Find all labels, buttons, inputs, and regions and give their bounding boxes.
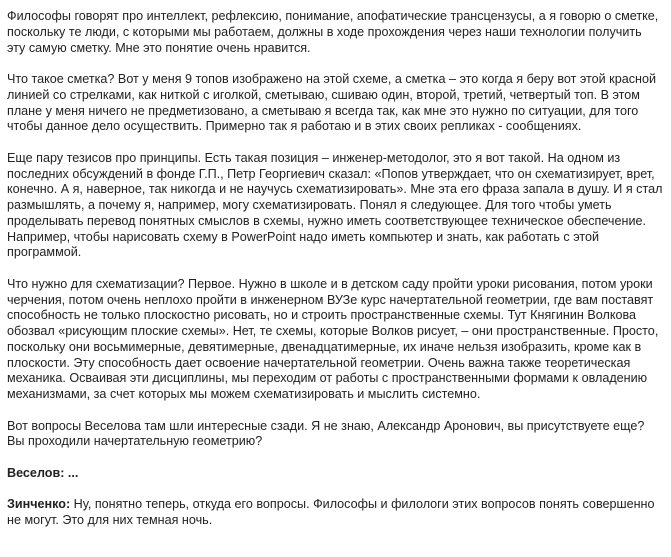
paragraph-what-is-smetka: Что такое сметка? Вот у меня 9 топов изображено на этой схеме, а сметка – это когда я беру вот этой красной линией со стрелками, как ниткой с иголкой, сметываю, сшиваю один, второй, третий, четвертый топ. В этом плане у меня ничего не предметизовано, а сметываю я всегда так, как мне это нужно по ситуации, для того чтобы данное дело осуществить. Примерно так я работаю и в этих своих репликах - сообщениях. [7,72,656,134]
paragraph-veselov-question: Вот вопросы Веселова там шли интересные сзади. Я не знаю, Александр Аронович, вы присутствуете еще? Вы проходили начертательную геометрию? [7,418,645,449]
reply-zinchenko [7,497,663,529]
paragraph-schematization: Что нужно для схематизации? Первое. Нужно в школе и в детском саду пройти уроки рисования, потом уроки черчения, потом очень неплохо пройти в инженерном ВУЗе курс начертательной геометрии, где вам поставят способность не только плоскостно рисовать, но и строить пространственные схемы. Тут Княгинин Волкова обозвал «рисующим плоские схемы». Нет, те схемы, которые Волков рисует, – они пространственные. Просто, поскольку они восьмимерные, девятимерные, двенадцатимерные, их иначе нельзя изобразить, кроме как в плоскости. Эту способность дает освоение начертательной геометрии. Очень важна также теоретическая механика. Осваивая эти дисциплины, мы переходим от работы с пространственными формами к овладению механизмами, за счет которых мы можем схематизировать и мыслить системно. [7,276,659,401]
document-body [7,9,663,529]
reply-text: ... [64,465,79,480]
paragraph-principles: Еще пару тезисов про принципы. Есть такая позиция – инженер-методолог, это я вот такой. На одном из последних обсуждений в фонде Г.П., Петр Георгиевич сказал: «Попов утверждает, что он схематизирует, врет, конечно. А я, наверное, так никогда и не научусь схематизировать». Мне эта его фраза запала в душу. И я стал размышлять, а почему я, например, могу схематизировать. Понял я следующее. Для того чтобы уметь проделывать перевод понятных смыслов в схемы, нужно иметь соответствующее техническое обеспечение. Например, чтобы нарисовать схему в PowerPoint надо иметь компьютер и знать, как работать с этой программой. [7,150,663,260]
paragraph-smetka-intro: Философы говорят про интеллект, рефлексию, понимание, апофатические трансцензусы, а я говорю о сметке, поскольку те люди, с которыми мы работаем, должны в ходе прохождения через наши технологии получить эту самую сметку. Мне это понятие очень нравится. [7,9,659,55]
reply-text: Ну, понятно теперь, откуда его вопросы. Философы и филологи этих вопросов понять совершенно не могут. Это для них темная ночь. [7,497,655,527]
reply-veselov [7,466,663,482]
speaker-name: Зинченко: [7,497,71,512]
speaker-name: Веселов: [7,465,65,480]
